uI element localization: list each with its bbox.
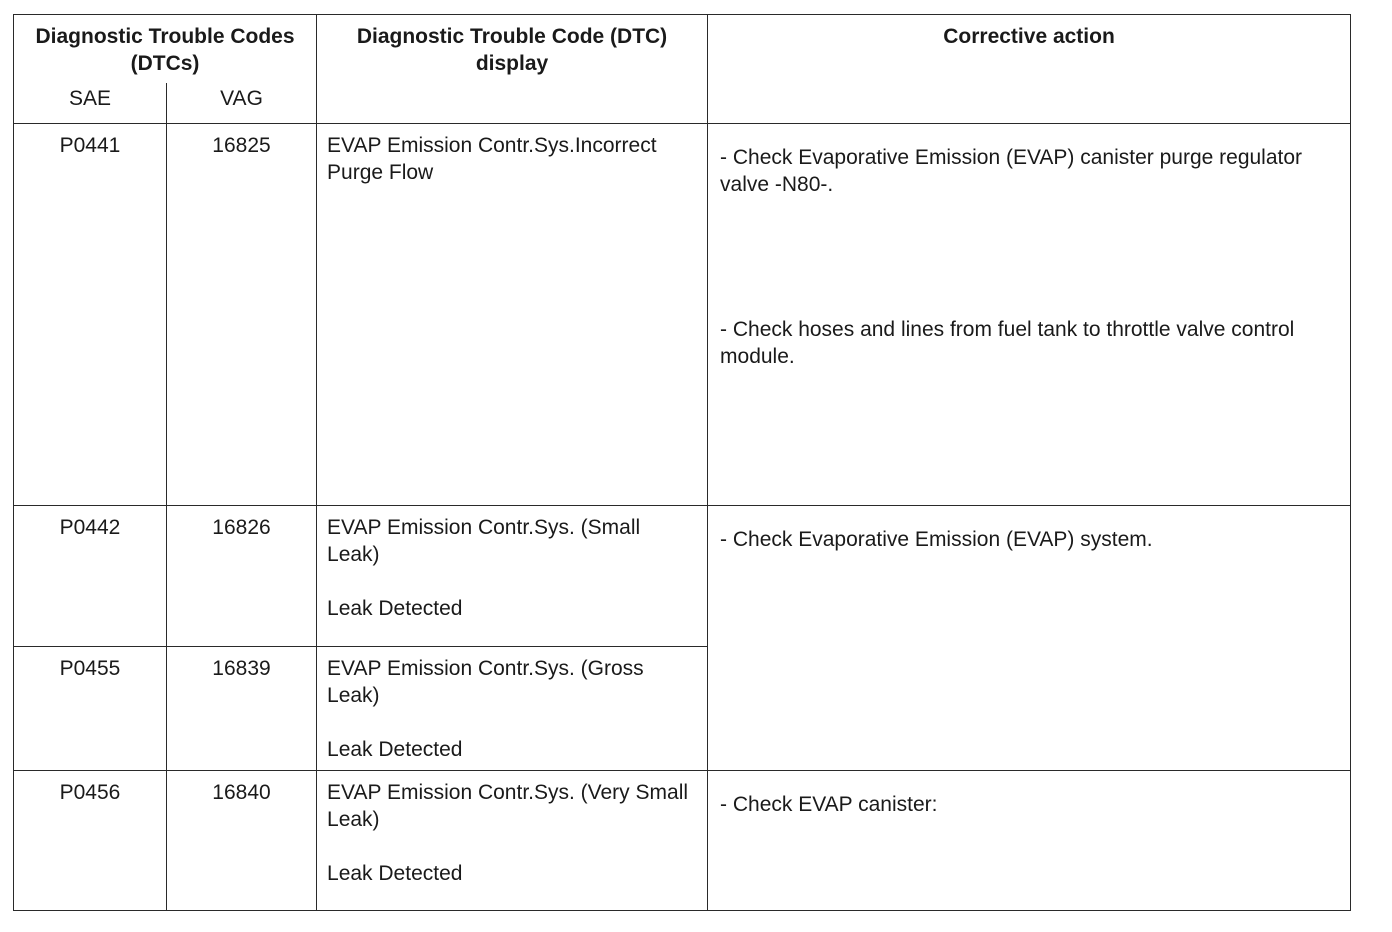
dtc-display-text: EVAP Emission Contr.Sys. (Very Small Leak) xyxy=(327,781,689,831)
vag-code: 16839 xyxy=(167,647,317,771)
dtc-display-cell xyxy=(317,647,708,771)
corrective-action-cell xyxy=(708,124,1351,506)
corrective-action-text: - Check Evaporative Emission (EVAP) system. xyxy=(720,528,1153,551)
vag-code: 16826 xyxy=(167,506,317,647)
sae-code: P0455 xyxy=(14,647,167,771)
corrective-action-text: - Check Evaporative Emission (EVAP) canister purge regulator valve -N80-. xyxy=(720,146,1303,196)
corrective-action-cell xyxy=(708,506,1351,771)
header-vag: VAG xyxy=(167,83,317,124)
dtc-display-cell xyxy=(317,506,708,647)
sae-code: P0442 xyxy=(14,506,167,647)
header-corrective-action: Corrective action xyxy=(708,15,1351,124)
sae-code: P0456 xyxy=(14,771,167,911)
dtc-display-text: EVAP Emission Contr.Sys. (Gross Leak) xyxy=(327,657,644,707)
vag-code: 16825 xyxy=(167,124,317,506)
corrective-action-text: - Check hoses and lines from fuel tank to throttle valve control module. xyxy=(720,318,1295,368)
dtc-display-detail: Leak Detected xyxy=(327,862,463,885)
table-row xyxy=(14,124,1351,506)
header-row xyxy=(14,15,1351,84)
dtc-display-detail: Leak Detected xyxy=(327,597,463,620)
corrective-action-text: - Check EVAP canister: xyxy=(720,793,938,816)
vag-code: 16840 xyxy=(167,771,317,911)
dtc-display-cell xyxy=(317,771,708,911)
table-row xyxy=(14,771,1351,911)
header-sae: SAE xyxy=(14,83,167,124)
header-dtc-display: Diagnostic Trouble Code (DTC) display xyxy=(317,15,708,124)
sae-code: P0441 xyxy=(14,124,167,506)
table-row xyxy=(14,506,1351,647)
corrective-action-cell xyxy=(708,771,1351,911)
dtc-table xyxy=(13,14,1351,911)
dtc-display-text: EVAP Emission Contr.Sys.Incorrect Purge Flow xyxy=(327,134,657,184)
dtc-display-text: EVAP Emission Contr.Sys. (Small Leak) xyxy=(327,516,641,566)
header-dtc-codes: Diagnostic Trouble Codes (DTCs) xyxy=(14,15,317,84)
dtc-display-cell xyxy=(317,124,708,506)
dtc-display-detail: Leak Detected xyxy=(327,738,463,761)
